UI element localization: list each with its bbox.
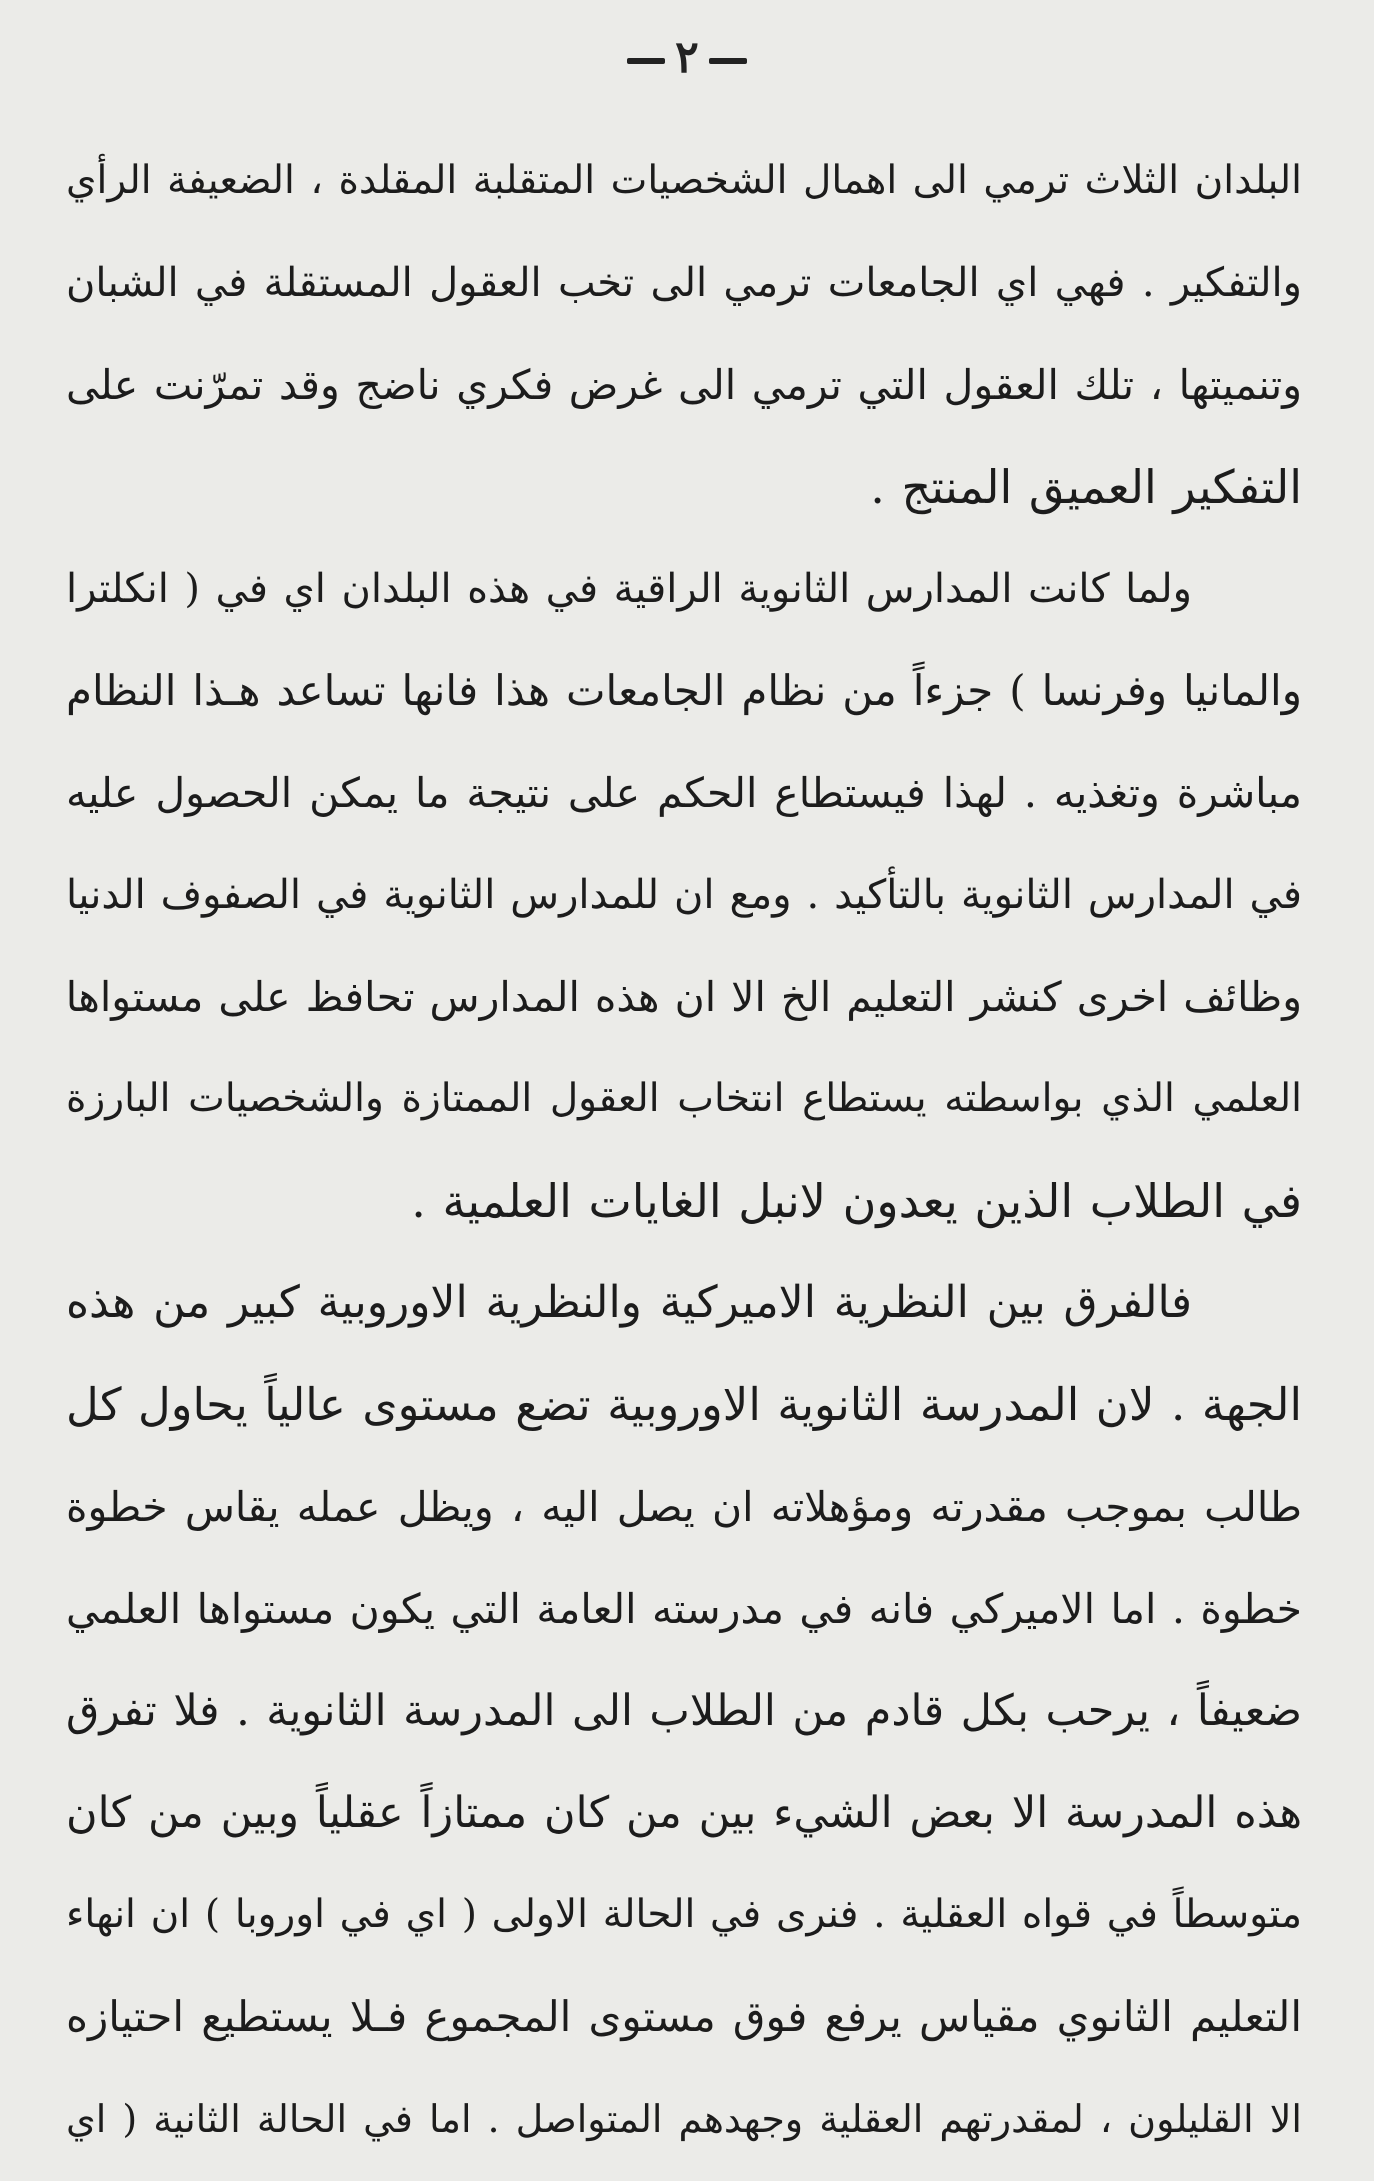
text-line: وظائف اخرى كنشر التعليم الخ الا ان هذه المدارس تحافظ على مستواها [66, 973, 1302, 1021]
text-line: مباشرة وتغذيه . لهذا فيستطاع الحكم على نتيجة ما يمكن الحصول عليه [66, 769, 1302, 817]
text-line: ولما كانت المدارس الثانوية الراقية في هذه البلدان اي في ( انكلترا [66, 566, 1192, 612]
text-line: والتفكير . فهي اي الجامعات ترمي الى تخب العقول المستقلة في الشبان [66, 260, 1302, 306]
text-line: خطوة . اما الاميركي فانه في مدرسته العامة التي يكون مستواها العلمي [66, 1585, 1302, 1633]
text-line: ضعيفاً ، يرحب بكل قادم من الطلاب الى المدرسة الثانوية . فلا تفرق [66, 1686, 1302, 1736]
text-line: في الطلاب الذين يعدون لانبل الغايات العلمية . [411, 1174, 1302, 1228]
page-number [0, 28, 1374, 88]
page-number-value: ٢ [675, 32, 699, 83]
text-line: التعليم الثانوي مقياس يرفع فوق مستوى المجموع فـلا يستطيع احتيازه [66, 1992, 1302, 2041]
text-line: والمانيا وفرنسا ) جزءاً من نظام الجامعات هذا فانها تساعد هـذا النظام [66, 666, 1302, 715]
text-line: الا القليلون ، لمقدرتهم العقلية وجهدهم المتواصل . اما في الحالة الثانية ( اي [66, 2097, 1302, 2141]
text-line: التفكير العميق المنتج . [870, 460, 1302, 514]
text-line: فالفرق بين النظرية الاميركية والنظرية الاوروبية كبير من هذه [66, 1277, 1192, 1328]
page-number-dash-right [627, 58, 665, 64]
text-line: العلمي الذي بواسطته يستطاع انتخاب العقول الممتازة والشخصيات البارزة [66, 1076, 1302, 1121]
text-line: هذه المدرسة الا بعض الشيء بين من كان ممتازاً عقلياً وبين من كان [66, 1788, 1302, 1838]
text-line: البلدان الثلاث ترمي الى اهمال الشخصيات المتقلبة المقلدة ، الضعيفة الرأي [66, 158, 1302, 203]
page-number-dash-left [709, 58, 747, 64]
text-line: طالب بموجب مقدرته ومؤهلاته ان يصل اليه ، ويظل عمله يقاس خطوة [66, 1483, 1302, 1531]
body-text [66, 130, 1302, 2170]
text-line: الجهة . لان المدرسة الثانوية الاوروبية تضع مستوى عالياً يحاول كل [66, 1378, 1302, 1431]
text-line: في المدارس الثانوية بالتأكيد . ومع ان للمدارس الثانوية في الصفوف الدنيا [66, 872, 1302, 918]
text-line: وتنميتها ، تلك العقول التي ترمي الى غرض فكري ناضج وقد تمرّنت على [66, 361, 1302, 409]
text-line: متوسطاً في قواه العقلية . فنرى في الحالة الاولى ( اي في اوروبا ) ان انهاء [66, 1892, 1302, 1937]
